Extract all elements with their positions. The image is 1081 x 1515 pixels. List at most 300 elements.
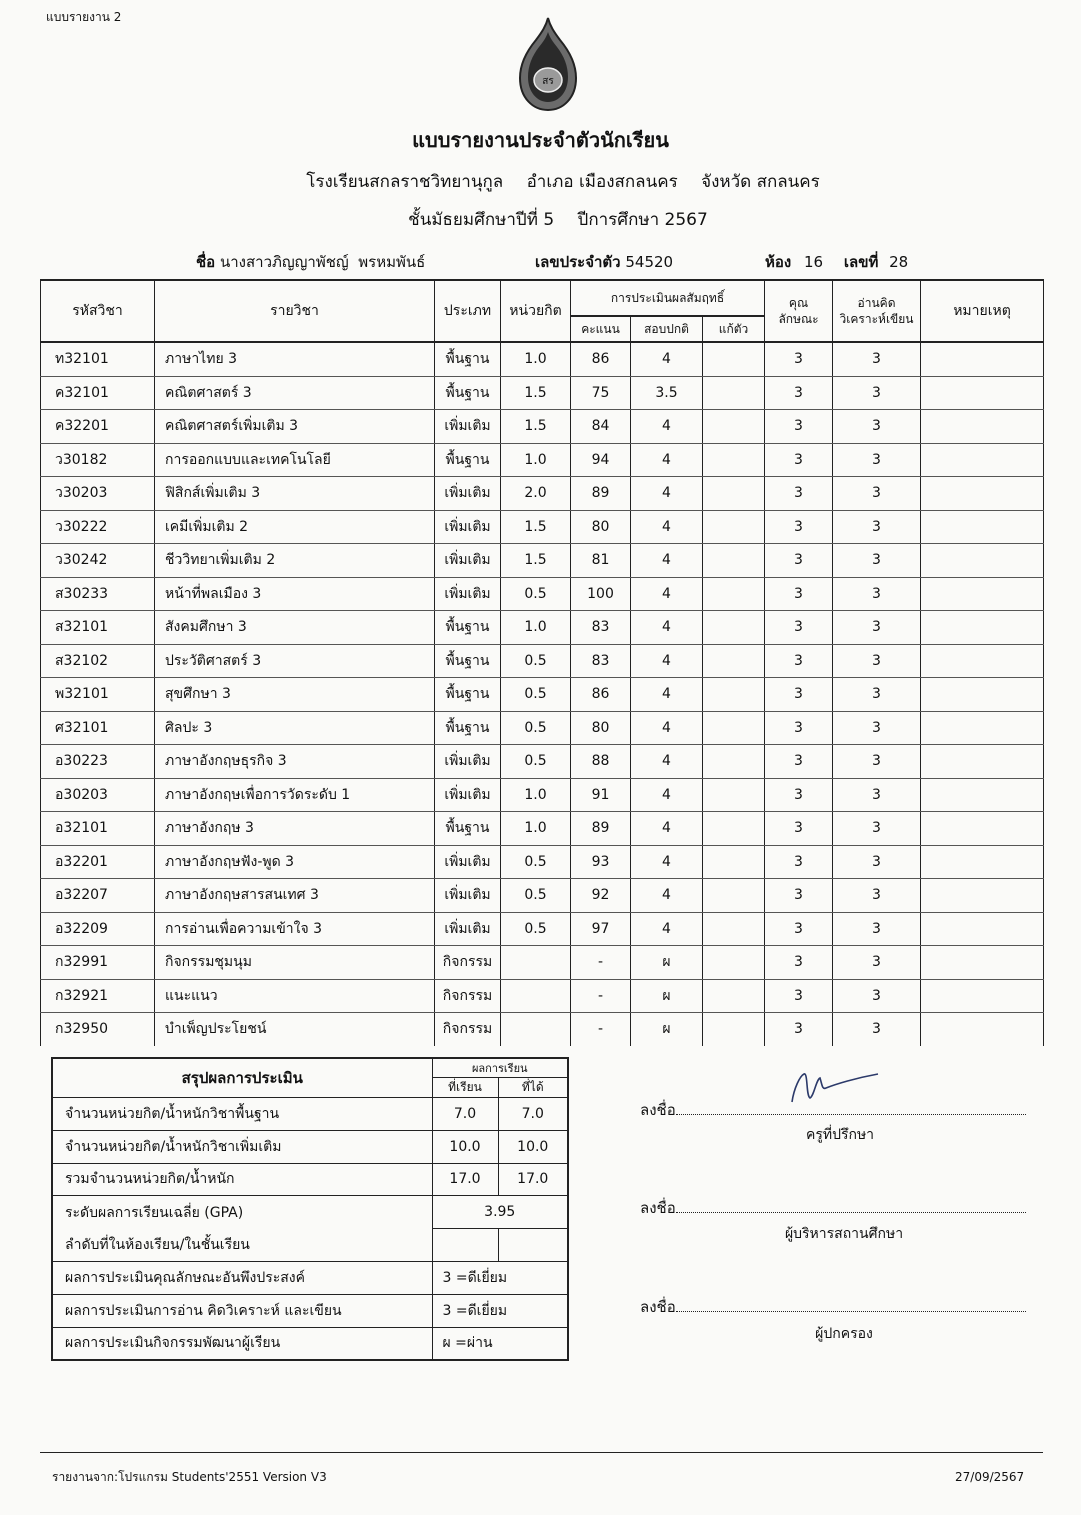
- cell-credit: 0.5: [501, 745, 571, 779]
- student-id: 54520: [625, 253, 674, 271]
- table-row: [41, 812, 1044, 846]
- cell-retest: [703, 644, 765, 678]
- cell-type: กิจกรรม: [435, 946, 501, 980]
- cell-score: 100: [571, 577, 631, 611]
- summary-reading-value: 3 =ดีเยี่ยม: [432, 1294, 568, 1327]
- cell-credit: 1.5: [501, 410, 571, 444]
- cell-char: 3: [765, 477, 833, 511]
- cell-name: การออกแบบและเทคโนโลยี: [155, 443, 435, 477]
- cell-score: 97: [571, 912, 631, 946]
- cell-code: อ30203: [41, 778, 155, 812]
- advisor-signature-line: [640, 1098, 1026, 1122]
- cell-code: ค32101: [41, 376, 155, 410]
- cell-type: เพิ่มเติม: [435, 845, 501, 879]
- summary-row-total: [52, 1163, 568, 1196]
- cell-note: [921, 745, 1044, 779]
- academic-year: ปีการศึกษา 2567: [577, 210, 708, 230]
- cell-grade: 4: [631, 711, 703, 745]
- cell-char: 3: [765, 778, 833, 812]
- cell-read: 3: [833, 644, 921, 678]
- cell-name: ศิลปะ 3: [155, 711, 435, 745]
- cell-code: ก32950: [41, 1013, 155, 1046]
- cell-score: 86: [571, 678, 631, 712]
- cell-grade: ผ: [631, 979, 703, 1013]
- summary-rank-room: [432, 1229, 498, 1262]
- table-row: [41, 510, 1044, 544]
- advisor-role: ครูที่ปรึกษา: [805, 1127, 875, 1143]
- cell-credit: [501, 1013, 571, 1046]
- cell-score: 80: [571, 711, 631, 745]
- cell-retest: [703, 410, 765, 444]
- cell-grade: 4: [631, 544, 703, 578]
- grades-table-body: [41, 342, 1044, 1046]
- cell-credit: [501, 979, 571, 1013]
- cell-retest: [703, 1013, 765, 1046]
- cell-retest: [703, 611, 765, 645]
- cell-type: พื้นฐาน: [435, 711, 501, 745]
- summary-rank-label: ลำดับที่ในห้องเรียน/ในชั้นเรียน: [52, 1229, 432, 1262]
- cell-char: 3: [765, 611, 833, 645]
- table-row: [41, 410, 1044, 444]
- cell-read: 3: [833, 946, 921, 980]
- summary-title: สรุปผลการประเมิน: [52, 1058, 432, 1098]
- cell-score: 83: [571, 611, 631, 645]
- table-row: [41, 979, 1044, 1013]
- cell-note: [921, 644, 1044, 678]
- cell-note: [921, 443, 1044, 477]
- cell-char: 3: [765, 979, 833, 1013]
- cell-retest: [703, 879, 765, 913]
- cell-name: บำเพ็ญประโยชน์: [155, 1013, 435, 1046]
- room-label: ห้อง: [765, 253, 792, 271]
- cell-read: 3: [833, 812, 921, 846]
- cell-read: 3: [833, 443, 921, 477]
- cell-name: ภาษาอังกฤษเพื่อการวัดระดับ 1: [155, 778, 435, 812]
- cell-code: อ32101: [41, 812, 155, 846]
- header-character-line2: ลักษณะ: [778, 312, 819, 326]
- cell-grade: 4: [631, 812, 703, 846]
- school-line: [0, 168, 1081, 195]
- summary-row-rank: [52, 1229, 568, 1262]
- table-row: [41, 443, 1044, 477]
- cell-type: เพิ่มเติม: [435, 577, 501, 611]
- cell-read: 3: [833, 410, 921, 444]
- cell-note: [921, 812, 1044, 846]
- advisor-sign-label: ลงชื่อ: [640, 1101, 676, 1119]
- cell-grade: 4: [631, 678, 703, 712]
- table-row: [41, 1013, 1044, 1046]
- cell-grade: ผ: [631, 1013, 703, 1046]
- school-district: อำเภอ เมืองสกลนคร: [526, 172, 678, 192]
- cell-type: พื้นฐาน: [435, 443, 501, 477]
- cell-score: -: [571, 1013, 631, 1046]
- header-character-line1: คุณ: [788, 296, 809, 310]
- school-province: จังหวัด สกลนคร: [701, 172, 820, 192]
- summary-character-label: ผลการประเมินคุณลักษณะอันพึงประสงค์: [52, 1261, 432, 1294]
- summary-total-study: 17.0: [432, 1163, 498, 1196]
- cell-grade: 4: [631, 342, 703, 376]
- cell-score: 91: [571, 778, 631, 812]
- cell-retest: [703, 812, 765, 846]
- summary-gpa-value: 3.95: [432, 1196, 568, 1229]
- header-retest: แก้ตัว: [703, 316, 765, 342]
- table-row: [41, 745, 1044, 779]
- cell-read: 3: [833, 845, 921, 879]
- cell-note: [921, 879, 1044, 913]
- cell-char: 3: [765, 946, 833, 980]
- cell-read: 3: [833, 745, 921, 779]
- cell-char: 3: [765, 1013, 833, 1046]
- cell-code: ก32991: [41, 946, 155, 980]
- summary-result-header: ผลการเรียน: [432, 1058, 568, 1078]
- cell-grade: 4: [631, 611, 703, 645]
- cell-grade: 4: [631, 577, 703, 611]
- cell-read: 3: [833, 477, 921, 511]
- cell-score: 93: [571, 845, 631, 879]
- cell-grade: 4: [631, 845, 703, 879]
- cell-credit: 0.5: [501, 879, 571, 913]
- cell-note: [921, 577, 1044, 611]
- school-name: โรงเรียนสกลราชวิทยานุกูล: [306, 172, 504, 192]
- cell-note: [921, 845, 1044, 879]
- cell-type: เพิ่มเติม: [435, 544, 501, 578]
- cell-type: เพิ่มเติม: [435, 745, 501, 779]
- cell-retest: [703, 443, 765, 477]
- header-reading: [833, 280, 921, 342]
- cell-score: 83: [571, 644, 631, 678]
- summary-character-value: 3 =ดีเยี่ยม: [432, 1261, 568, 1294]
- cell-score: 80: [571, 510, 631, 544]
- cell-name: ภาษาอังกฤษธุรกิจ 3: [155, 745, 435, 779]
- cell-type: พื้นฐาน: [435, 678, 501, 712]
- header-character: [765, 280, 833, 342]
- cell-char: 3: [765, 376, 833, 410]
- cell-code: อ32201: [41, 845, 155, 879]
- cell-char: 3: [765, 812, 833, 846]
- cell-note: [921, 711, 1044, 745]
- cell-read: 3: [833, 1013, 921, 1046]
- cell-type: พื้นฐาน: [435, 644, 501, 678]
- cell-read: 3: [833, 376, 921, 410]
- cell-name: แนะแนว: [155, 979, 435, 1013]
- cell-note: [921, 946, 1044, 980]
- cell-name: ภาษาอังกฤษฟัง-พูด 3: [155, 845, 435, 879]
- cell-score: 88: [571, 745, 631, 779]
- student-id-field: [535, 250, 673, 274]
- cell-char: 3: [765, 577, 833, 611]
- parent-signature-line: [640, 1295, 1026, 1319]
- cell-grade: 4: [631, 745, 703, 779]
- cell-score: 86: [571, 342, 631, 376]
- summary-basic-label: จำนวนหน่วยกิต/น้ำหนักวิชาพื้นฐาน: [52, 1098, 432, 1131]
- cell-code: ค32201: [41, 410, 155, 444]
- cell-code: ว30203: [41, 477, 155, 511]
- cell-score: 89: [571, 812, 631, 846]
- header-note: หมายเหตุ: [921, 280, 1044, 342]
- cell-char: 3: [765, 879, 833, 913]
- cell-name: ชีววิทยาเพิ่มเติม 2: [155, 544, 435, 578]
- cell-note: [921, 342, 1044, 376]
- cell-grade: 4: [631, 443, 703, 477]
- header-reading-line2: วิเคราะห์เขียน: [839, 312, 914, 326]
- cell-retest: [703, 711, 765, 745]
- summary-reading-label: ผลการประเมินการอ่าน คิดวิเคราะห์ และเขียน: [52, 1294, 432, 1327]
- cell-retest: [703, 678, 765, 712]
- cell-note: [921, 778, 1044, 812]
- cell-char: 3: [765, 845, 833, 879]
- cell-credit: 1.5: [501, 376, 571, 410]
- cell-grade: 4: [631, 879, 703, 913]
- cell-credit: 1.0: [501, 778, 571, 812]
- cell-code: ท32101: [41, 342, 155, 376]
- cell-char: 3: [765, 678, 833, 712]
- table-row: [41, 845, 1044, 879]
- cell-type: เพิ่มเติม: [435, 510, 501, 544]
- cell-name: สังคมศึกษา 3: [155, 611, 435, 645]
- cell-note: [921, 979, 1044, 1013]
- name-label: ชื่อ: [196, 253, 216, 271]
- cell-char: 3: [765, 745, 833, 779]
- cell-retest: [703, 979, 765, 1013]
- cell-note: [921, 510, 1044, 544]
- table-row: [41, 342, 1044, 376]
- cell-read: 3: [833, 879, 921, 913]
- cell-name: ภาษาอังกฤษสารสนเทศ 3: [155, 879, 435, 913]
- cell-code: ส32102: [41, 644, 155, 678]
- cell-grade: 4: [631, 912, 703, 946]
- cell-name: ประวัติศาสตร์ 3: [155, 644, 435, 678]
- cell-name: ภาษาอังกฤษ 3: [155, 812, 435, 846]
- summary-row-character: [52, 1261, 568, 1294]
- cell-note: [921, 912, 1044, 946]
- table-row: [41, 477, 1044, 511]
- cell-type: เพิ่มเติม: [435, 410, 501, 444]
- summary-table: [51, 1057, 569, 1361]
- header-assessment: การประเมินผลสัมฤทธิ์: [571, 280, 765, 316]
- cell-credit: 0.5: [501, 912, 571, 946]
- cell-read: 3: [833, 342, 921, 376]
- cell-retest: [703, 510, 765, 544]
- cell-code: ว30222: [41, 510, 155, 544]
- summary-row-gpa: [52, 1196, 568, 1229]
- table-row: [41, 879, 1044, 913]
- cell-retest: [703, 376, 765, 410]
- cell-grade: ผ: [631, 946, 703, 980]
- cell-credit: 1.5: [501, 544, 571, 578]
- header-credit: หน่วยกิต: [501, 280, 571, 342]
- cell-credit: 0.5: [501, 577, 571, 611]
- cell-name: สุขศึกษา 3: [155, 678, 435, 712]
- cell-name: ภาษาไทย 3: [155, 342, 435, 376]
- cell-credit: 1.5: [501, 510, 571, 544]
- summary-extra-study: 10.0: [432, 1130, 498, 1163]
- grade-level: ชั้นมัธยมศึกษาปีที่ 5: [408, 210, 555, 230]
- summary-total-got: 17.0: [498, 1163, 568, 1196]
- cell-note: [921, 376, 1044, 410]
- cell-score: -: [571, 979, 631, 1013]
- number-label: เลขที่: [843, 253, 879, 271]
- table-row: [41, 611, 1044, 645]
- cell-type: เพิ่มเติม: [435, 477, 501, 511]
- student-name: นางสาวภิญญาพัชญ์ พรหมพันธ์: [219, 253, 426, 271]
- footer-date: 27/09/2567: [955, 1470, 1025, 1484]
- cell-grade: 4: [631, 410, 703, 444]
- cell-type: กิจกรรม: [435, 1013, 501, 1046]
- table-row: [41, 946, 1044, 980]
- cell-read: 3: [833, 912, 921, 946]
- table-row: [41, 678, 1044, 712]
- table-row: [41, 711, 1044, 745]
- director-sign-label: ลงชื่อ: [640, 1199, 676, 1217]
- cell-score: 92: [571, 879, 631, 913]
- grade-year-line: [0, 206, 1081, 233]
- form-number: แบบรายงาน 2: [46, 10, 122, 24]
- summary-activity-label: ผลการประเมินกิจกรรมพัฒนาผู้เรียน: [52, 1327, 432, 1360]
- cell-type: พื้นฐาน: [435, 611, 501, 645]
- cell-code: ก32921: [41, 979, 155, 1013]
- room-field: [765, 250, 908, 274]
- cell-name: หน้าที่พลเมือง 3: [155, 577, 435, 611]
- room-value: 16: [804, 253, 824, 271]
- summary-gpa-label: ระดับผลการเรียนเฉลี่ย (GPA): [52, 1196, 432, 1229]
- cell-retest: [703, 477, 765, 511]
- summary-extra-label: จำนวนหน่วยกิต/น้ำหนักวิชาเพิ่มเติม: [52, 1130, 432, 1163]
- cell-name: เคมีเพิ่มเติม 2: [155, 510, 435, 544]
- summary-extra-got: 10.0: [498, 1130, 568, 1163]
- grades-table: [40, 279, 1044, 1046]
- cell-score: 75: [571, 376, 631, 410]
- cell-code: ส30233: [41, 577, 155, 611]
- cell-code: ส32101: [41, 611, 155, 645]
- parent-role: ผู้ปกครอง: [815, 1326, 873, 1342]
- table-row: [41, 778, 1044, 812]
- summary-row-basic: [52, 1098, 568, 1131]
- cell-name: การอ่านเพื่อความเข้าใจ 3: [155, 912, 435, 946]
- footer-divider: [40, 1452, 1043, 1453]
- cell-score: 89: [571, 477, 631, 511]
- cell-code: พ32101: [41, 678, 155, 712]
- summary-row-activity: [52, 1327, 568, 1360]
- cell-name: กิจกรรมชุมนุม: [155, 946, 435, 980]
- cell-type: เพิ่มเติม: [435, 879, 501, 913]
- cell-credit: 0.5: [501, 711, 571, 745]
- svg-text:สร: สร: [542, 76, 554, 87]
- cell-score: -: [571, 946, 631, 980]
- cell-score: 81: [571, 544, 631, 578]
- cell-name: คณิตศาสตร์ 3: [155, 376, 435, 410]
- cell-grade: 4: [631, 477, 703, 511]
- cell-score: 84: [571, 410, 631, 444]
- director-signature-line: [640, 1196, 1026, 1220]
- cell-credit: [501, 946, 571, 980]
- cell-code: อ32209: [41, 912, 155, 946]
- cell-retest: [703, 912, 765, 946]
- cell-retest: [703, 745, 765, 779]
- cell-grade: 4: [631, 644, 703, 678]
- summary-row-extra: [52, 1130, 568, 1163]
- cell-type: เพิ่มเติม: [435, 912, 501, 946]
- cell-read: 3: [833, 577, 921, 611]
- report-title: แบบรายงานประจำตัวนักเรียน: [412, 128, 669, 152]
- header-grade: สอบปกติ: [631, 316, 703, 342]
- table-row: [41, 644, 1044, 678]
- cell-credit: 1.0: [501, 812, 571, 846]
- cell-credit: 1.0: [501, 611, 571, 645]
- cell-credit: 1.0: [501, 443, 571, 477]
- header-subject: รายวิชา: [155, 280, 435, 342]
- summary-activity-value: ผ =ผ่าน: [432, 1327, 568, 1360]
- table-row: [41, 376, 1044, 410]
- summary-basic-got: 7.0: [498, 1098, 568, 1131]
- header-code: รหัสวิชา: [41, 280, 155, 342]
- cell-note: [921, 611, 1044, 645]
- cell-grade: 4: [631, 510, 703, 544]
- cell-retest: [703, 577, 765, 611]
- header-type: ประเภท: [435, 280, 501, 342]
- cell-name: คณิตศาสตร์เพิ่มเติม 3: [155, 410, 435, 444]
- cell-type: พื้นฐาน: [435, 376, 501, 410]
- cell-read: 3: [833, 510, 921, 544]
- cell-read: 3: [833, 979, 921, 1013]
- cell-grade: 3.5: [631, 376, 703, 410]
- header-reading-line1: อ่านคิด: [857, 296, 896, 310]
- header-score: คะแนน: [571, 316, 631, 342]
- cell-code: อ30223: [41, 745, 155, 779]
- cell-read: 3: [833, 711, 921, 745]
- director-role: ผู้บริหารสถานศึกษา: [784, 1226, 904, 1242]
- cell-note: [921, 678, 1044, 712]
- cell-read: 3: [833, 678, 921, 712]
- cell-code: อ32207: [41, 879, 155, 913]
- cell-note: [921, 477, 1044, 511]
- cell-name: ฟิสิกส์เพิ่มเติม 3: [155, 477, 435, 511]
- summary-rank-class: [498, 1229, 568, 1262]
- student-name-field: [196, 250, 425, 274]
- cell-read: 3: [833, 544, 921, 578]
- cell-char: 3: [765, 342, 833, 376]
- cell-credit: 0.5: [501, 678, 571, 712]
- summary-total-label: รวมจำนวนหน่วยกิต/น้ำหนัก: [52, 1163, 432, 1196]
- cell-retest: [703, 946, 765, 980]
- cell-retest: [703, 544, 765, 578]
- school-emblem-logo: [516, 14, 580, 114]
- cell-note: [921, 544, 1044, 578]
- cell-char: 3: [765, 510, 833, 544]
- footer-source: รายงานจาก:โปรแกรม Students'2551 Version V3: [52, 1470, 327, 1484]
- cell-read: 3: [833, 778, 921, 812]
- parent-sign-label: ลงชื่อ: [640, 1298, 676, 1316]
- cell-credit: 2.0: [501, 477, 571, 511]
- table-row: [41, 912, 1044, 946]
- cell-read: 3: [833, 611, 921, 645]
- cell-code: ศ32101: [41, 711, 155, 745]
- cell-credit: 0.5: [501, 845, 571, 879]
- cell-retest: [703, 342, 765, 376]
- cell-char: 3: [765, 544, 833, 578]
- table-row: [41, 544, 1044, 578]
- summary-basic-study: 7.0: [432, 1098, 498, 1131]
- cell-char: 3: [765, 912, 833, 946]
- cell-type: เพิ่มเติม: [435, 778, 501, 812]
- cell-char: 3: [765, 410, 833, 444]
- cell-score: 94: [571, 443, 631, 477]
- cell-type: พื้นฐาน: [435, 812, 501, 846]
- summary-col-got: ที่ได้: [498, 1078, 568, 1098]
- cell-char: 3: [765, 711, 833, 745]
- cell-grade: 4: [631, 778, 703, 812]
- cell-code: ว30182: [41, 443, 155, 477]
- cell-type: กิจกรรม: [435, 979, 501, 1013]
